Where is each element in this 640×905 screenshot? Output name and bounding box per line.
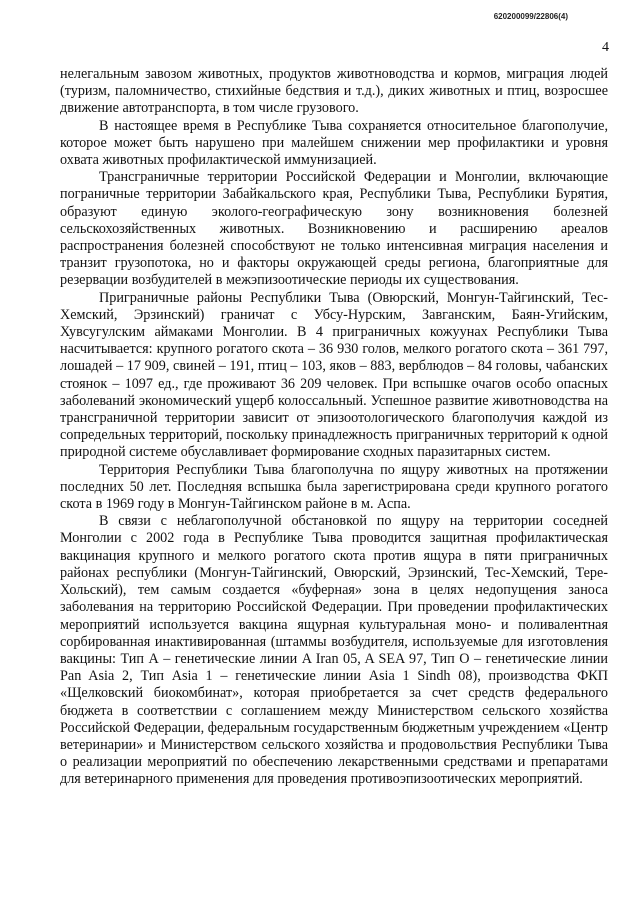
paragraph-vaccination: В связи с неблагополучной обстановкой по ящуру на территории соседней Монголии с 2002 года в Республике Тыва проводится защитная профилактическая вакцинация крупного и мелкого рогатого скота против ящура в пяти приграничных районах республики (Монгун-Тайгинский, Овюрский, Эрзинский, Тес-Хемский, Тере-Хольский), тем самым создается «буферная» зона в целях недопущения заноса заболевания на территорию Российской Федерации. При проведении профилактических мероприятий используется вакцина ящурная культуральная моно- и поливалентная сорбированная инактивированная (штаммы возбудителя, используемые для изготовления вакцины: Тип А – генетические линии A Iran 05, A SEA 97, Тип О – генетические линии Pan Asia 2, Тип Asia 1 – генетические линии Asia 1 Sindh 08), производства ФКП «Щелковский биокомбинат», которая приобретается за счет средств федерального бюджета в соответствии с соглашением между Министерством сельского хозяйства Российской Федерации, федеральным государственным бюджетным учреждением «Центр ветеринарии» и Министерством сельского хозяйства и продовольствия Республики Тыва о реализации мероприятий по обеспечению лекарственными средствами и препаратами для ветеринарного применения для проведения противоэпизоотических мероприятий.: [60, 513, 608, 788]
paragraph-epizootic-status: В настоящее время в Республике Тыва сохраняется относительное благополучие, которое может быть нарушено при малейшем снижении мер профилактики и уровня охвата животных профилактической иммунизацией.: [60, 117, 608, 169]
paragraph-border-districts: Приграничные районы Республики Тыва (Овюрский, Монгун-Тайгинский, Тес-Хемский, Эрзинский) граничат с Убсу-Нурским, Завганским, Баян-Угийским, Хувсугулским аймаками Монголии. В 4 приграничных кожуунах Республики Тыва насчитывается: крупного рогатого скота – 36 930 голов, мелкого рогатого скота – 361 797, лошадей – 17 909, свиней – 191, птиц – 103, яков – 883, верблюдов – 84 головы, чабанских стоянок – 1097 ед., где проживают 36 209 человек. При вспышке очагов особо опасных заболеваний экономический ущерб колоссальный. Успешное развитие животноводства на трансграничной территории зависит от эпизоотологического благополучия каждой из сопредельных территорий, поскольку принадлежность приграничных территорий к одной природной системе обуславливает формирование сходных паразитарных систем.: [60, 289, 608, 461]
page-number: 4: [602, 40, 609, 55]
paragraph-fmd-history: Территория Республики Тыва благополучна по ящуру животных на протяжении последних 50 лет. Последняя вспышка была зарегистрирована среди крупного рогатого скота в 1969 году в Монгун-Тайгинском районе в м. Аспа.: [60, 461, 608, 513]
paragraph-transboundary-territories: Трансграничные территории Российской Федерации и Монголии, включающие пограничные территории Забайкальского края, Республики Тыва, Республики Бурятия, образуют единую эколого-географическую зону возникновения болезней сельскохозяйственных животных. Возникновению и расширению ареалов распространения болезней способствуют не только интенсивная миграция населения и транзит грузопотока, но и факторы окружающей среды региона, благоприятные для резервации возбудителей в межэпизоотические периоды их существования.: [60, 169, 608, 289]
document-id: 620200099/22806(4): [493, 12, 568, 21]
paragraph-continuation: нелегальным завозом животных, продуктов животноводства и кормов, миграция людей (туризм, паломничество, стихийные бедствия и т.д.), диких животных и птиц, возросшее движение автотранспорта, в том числе грузового.: [60, 66, 608, 117]
document-body: [60, 66, 608, 789]
